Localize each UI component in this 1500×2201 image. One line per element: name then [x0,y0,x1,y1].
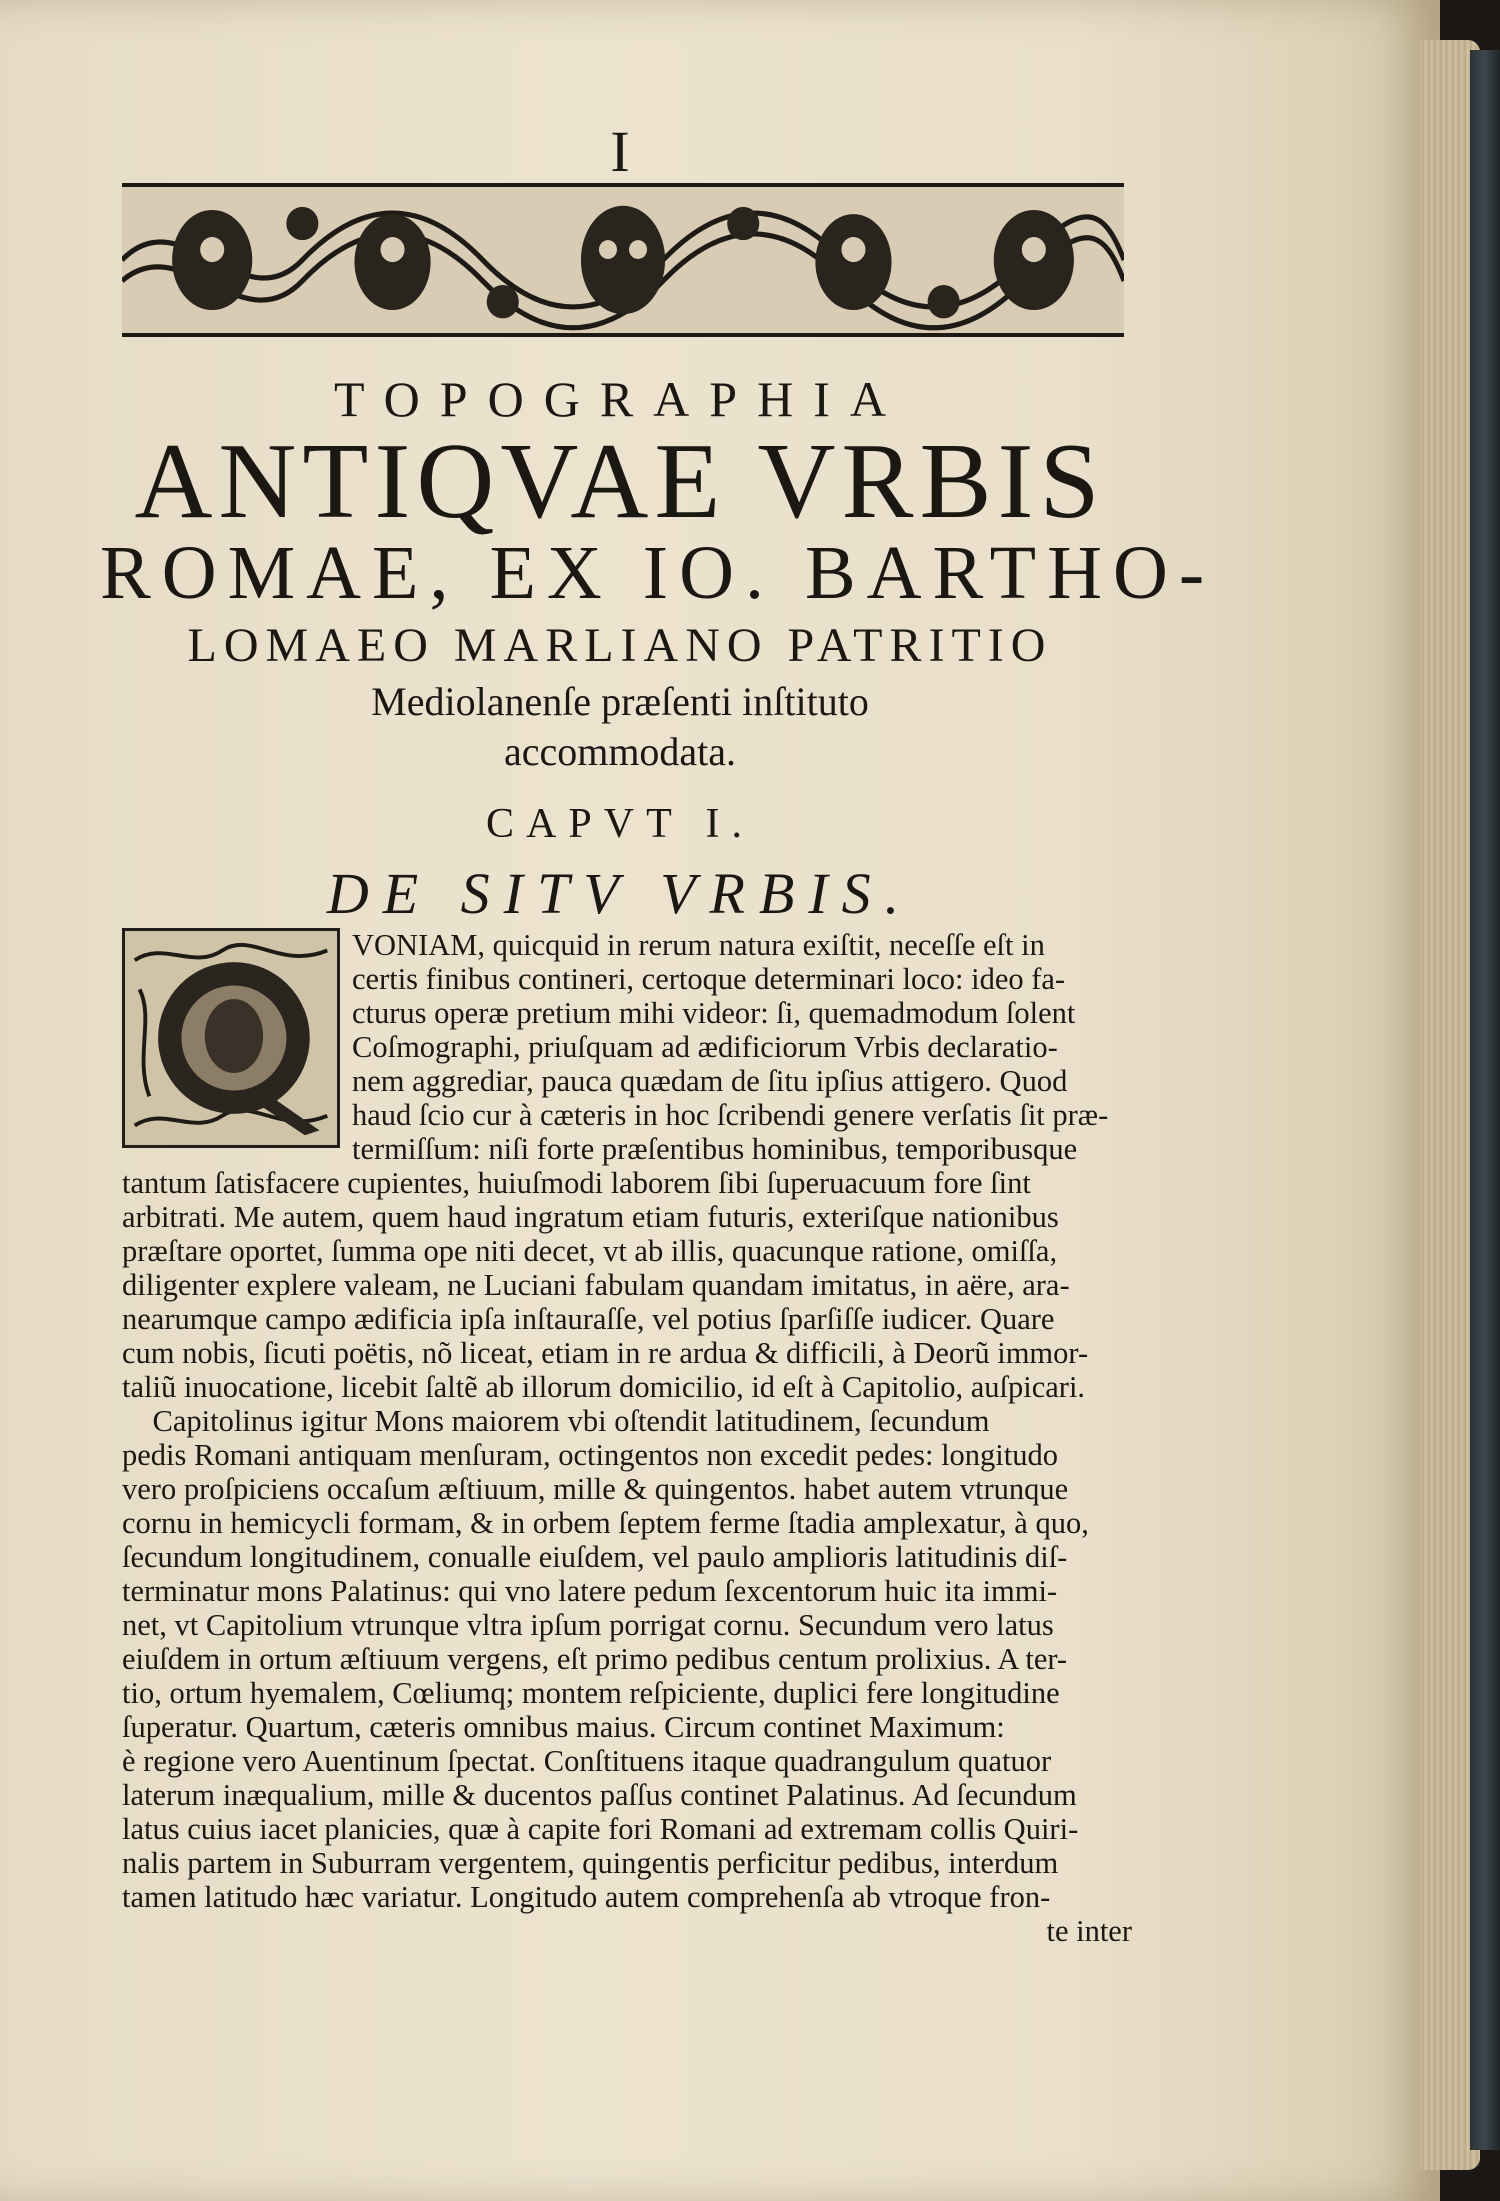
text-line: terminatur mons Palatinus: qui vno latere pedum ſexcentorum huic ita immi- [122,1574,1058,1608]
initial-q-icon [125,931,337,1145]
text-line: tamen latitudo hæc variatur. Longitudo autem comprehenſa ab vtroque fron- [122,1880,1051,1914]
decorated-initial-q [122,928,340,1148]
text-line: certis finibus contineri, certoque determinari loco: ideo fa- [352,962,1066,996]
text-line: è regione vero Auentinum ſpectat. Conſtituens itaque quadrangulum quatuor [122,1744,1052,1778]
text-line: tio, ortum hyemalem, Cœliumq; montem reſpiciente, duplici fere longitudine [122,1676,1060,1710]
title-line-2: ANTIQVAE VRBIS [134,422,1106,541]
text-line: VONIAM, quicquid in rerum natura exiſtit, neceſſe eſt in [352,928,1045,962]
text-line: Capitolinus igitur Mons maiorem vbi oſtendit latitudinem, ſecundum [122,1404,990,1438]
ornament-vine-icon [122,187,1124,333]
title-line-4: LOMAEO MARLIANO PATRITIO [187,619,1053,672]
first-paragraph-indented [352,928,1132,1166]
text-line: ſuperatur. Quartum, cæteris omnibus maius. Circum continet Maximum: [122,1710,1005,1744]
headpiece-ornament [122,183,1124,337]
chapter-number: CAPVT I. [486,801,754,847]
text-line: cornu in hemicycli formam, & in orbem ſeptem ferme ſtadia amplexatur, à quo, [122,1506,1089,1540]
text-line: præſtare oportet, ſumma ope niti decet, vt ab illis, quacunque ratione, omiſſa, [122,1234,1058,1268]
text-line: termiſſum: niſi forte præſentibus hominibus, temporibusque [352,1132,1078,1166]
text-line: nearumque campo ædificia ipſa inſtauraſſe, vel potius ſparſiſſe iudicer. Quare [122,1302,1055,1336]
chapter-heading: DE SITV VRBIS. [326,861,914,926]
body-text [122,1166,1132,1948]
text-line: cum nobis, ſicuti poëtis, nõ liceat, etiam in re ardua & difficili, à Deorũ immor- [122,1336,1089,1370]
text-line: nalis partem in Suburram vergentem, quingentis perficitur pedibus, interdum [122,1846,1059,1880]
text-line: nem aggrediar, pauca quædam de ſitu ipſius attigero. Quod [352,1064,1068,1098]
text-line: tantum ſatisfacere cupientes, huiuſmodi laborem ſibi ſuperuacuum fore ſint [122,1166,1031,1200]
title-line-5: Mediolanenſe præſenti inſtituto [371,679,869,724]
text-line: diligenter explere valeam, ne Luciani fabulam quandam imitatus, in aëre, ara- [122,1268,1070,1302]
text-line: latus cuius iacet planicies, quæ à capite fori Romani ad extremam collis Quiri- [122,1812,1079,1846]
catchword: te inter [1046,1914,1132,1948]
text-line: vero proſpiciens occaſum æſtiuum, mille & quingentos. habet autem vtrunque [122,1472,1069,1506]
text-line: taliũ inuocatione, licebit ſaltẽ ab illorum domicilio, id eſt à Capitolio, auſpicari. [122,1370,1086,1404]
text-line: arbitrati. Me autem, quem haud ingratum etiam futuris, exteriſque nationibus [122,1200,1059,1234]
text-line: laterum inæqualium, mille & ducentos paſſus continet Palatinus. Ad ſecundum [122,1778,1077,1812]
text-line: pedis Romani antiquam menſuram, octingentos non excedit pedes: longitudo [122,1438,1058,1472]
title-line-1: TOPOGRAPHIA [334,371,906,427]
text-line: eiuſdem in ortum æſtiuum vergens, eſt primo pedibus centum prolixius. A ter- [122,1642,1068,1676]
text-line: Coſmographi, priuſquam ad ædificiorum Vrbis declaratio- [352,1030,1058,1064]
text-line: ſecundum longitudinem, conualle eiuſdem, vel paulo amplioris latitudinis diſ- [122,1540,1068,1574]
folio-number: I [610,119,630,184]
text-line: net, vt Capitolium vtrunque vltra ipſum porrigat cornu. Secundum vero latus [122,1608,1054,1642]
title-line-6: accommodata. [503,729,737,774]
book-binding [1470,50,1500,2150]
title-line-3: ROMAE, EX IO. BARTHO- [100,531,1216,615]
text-line: cturus operæ pretium mihi videor: ſi, quemadmodum ſolent [352,996,1076,1030]
text-line: haud ſcio cur à cæteris in hoc ſcribendi genere verſatis ſit præ- [352,1098,1109,1132]
